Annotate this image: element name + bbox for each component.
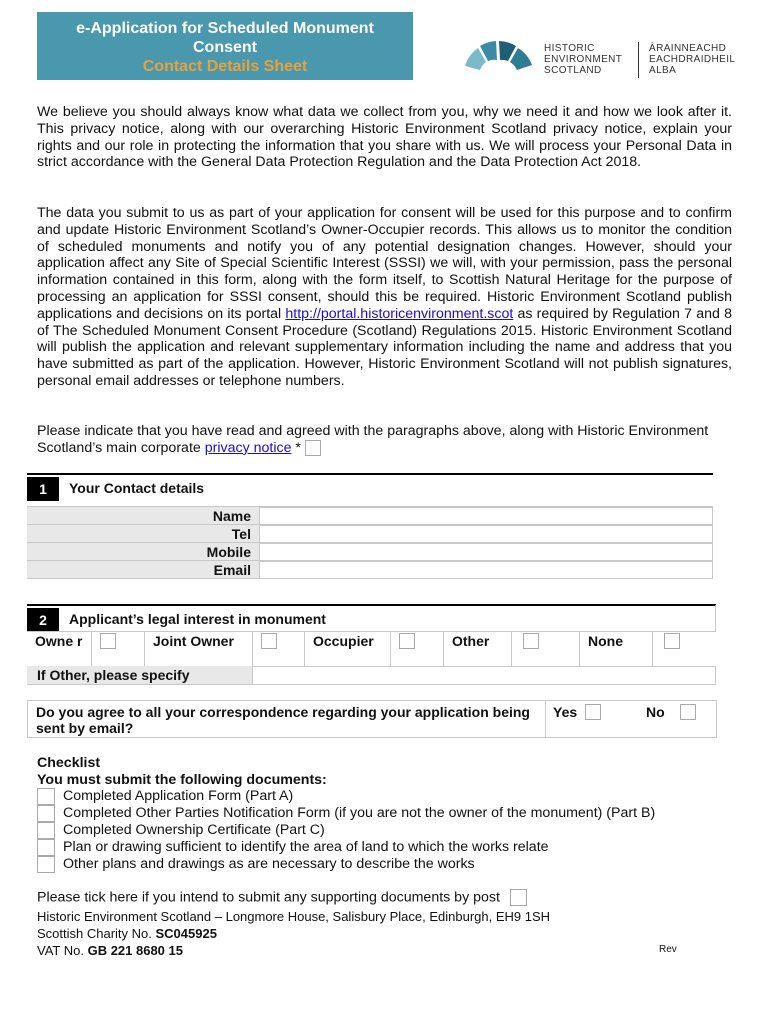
privacy-paragraph-1: We believe you should always know what data we collect from you, why we need it and how we look after it. This privacy notice, along with our overarching Historic Environment Scotland privacy notice, explain your rights and our role in protecting the information that you share with us. We will process your Personal Data in strict accordance with the General Data Protection Regulation and the Data Protection Act 2018.: [37, 104, 732, 171]
vat-number: VAT No. GB 221 8680 15: [37, 942, 183, 958]
section-1-header: [27, 473, 713, 499]
none-checkbox[interactable]: [664, 633, 680, 649]
owner-checkbox[interactable]: [100, 633, 116, 649]
option-other: Other: [443, 632, 513, 668]
contact-row-name: [27, 506, 713, 524]
post-documents-line: [37, 889, 527, 906]
option-joint-owner: Joint Owner: [144, 632, 254, 668]
occupier-checkbox[interactable]: [399, 633, 415, 649]
section-title: Your Contact details: [69, 480, 205, 496]
form-subtitle: Contact Details Sheet: [142, 58, 308, 75]
occupier-checkbox-cell: [390, 632, 445, 668]
privacy-agree-checkbox[interactable]: [305, 440, 321, 456]
mobile-label: Mobile: [206, 544, 251, 560]
section-number: 2: [27, 608, 59, 632]
email-label: Email: [213, 562, 251, 578]
contact-row-email: [27, 560, 713, 579]
owner-checkbox-cell: [91, 632, 146, 668]
privacy-agreement-text: Please indicate that you have read and agreed with the paragraphs above, along with Historic Environment Scotland’s main corporate privacy notice *: [37, 423, 709, 456]
email-correspondence-question: [27, 700, 717, 738]
checklist-title: Checklist: [37, 755, 101, 771]
checklist-item: Completed Application Form (Part A): [37, 788, 737, 805]
logo-gaelic-text: ÀRAINNEACHD EACHDRAIDHEIL ALBA: [649, 43, 736, 76]
checklist-item: Other plans and drawings as are necessary to describe the works: [37, 856, 737, 873]
other-specify-field[interactable]: [252, 666, 716, 685]
section-2-header: [27, 604, 716, 632]
tel-field[interactable]: [259, 525, 713, 543]
checklist-item: Plan or drawing sufficient to identify the area of land to which the works relate: [37, 839, 737, 856]
other-specify-row: [27, 666, 716, 685]
checklist-checkbox[interactable]: [37, 839, 55, 856]
charity-number: Scottish Charity No. SC045925: [37, 925, 217, 941]
form-title: e-Application for Scheduled Monument: [76, 20, 374, 37]
option-owner: Owne r: [35, 633, 83, 649]
option-occupier: Occupier: [304, 632, 392, 668]
contact-row-mobile: [27, 542, 713, 560]
post-documents-text: Please tick here if you intend to submit any supporting documents by post: [37, 889, 500, 906]
post-documents-checkbox[interactable]: [510, 889, 527, 906]
contact-row-tel: [27, 524, 713, 542]
email-question-text: Do you agree to all your correspondence regarding your application being sent by email?: [36, 704, 530, 736]
other-checkbox[interactable]: [523, 633, 539, 649]
other-specify-label: If Other, please specify: [37, 667, 190, 683]
section-title: Applicant’s legal interest in monument: [69, 611, 326, 627]
form-title-banner: [37, 12, 413, 80]
legal-interest-options: [27, 631, 716, 668]
checklist-item: Completed Other Parties Notification Form (if you are not the owner of the monument) (Part B): [37, 805, 737, 822]
joint-owner-checkbox-cell: [252, 632, 306, 668]
checklist-subtitle: You must submit the following documents:: [37, 771, 327, 788]
hes-logo: [462, 40, 752, 80]
other-checkbox-cell: [511, 632, 581, 668]
checklist-checkbox[interactable]: [37, 788, 55, 805]
yes-label: Yes: [553, 704, 578, 720]
none-checkbox-cell: [652, 632, 716, 668]
option-none: None: [579, 632, 654, 668]
privacy-paragraph-2: The data you submit to us as part of your application for consent will be used for this purpose and to confirm and update Historic Environment Scotland’s Owner-Occupier records. This allows us to monitor the condition of scheduled monuments and notify you of any potential designation changes. However, should your application affect any Site of Special Scientific Interest (SSSI) we will, with your permission, pass the personal information contained in this form, along with the form itself, to Scottish Natural Heritage for the purpose of processing an application for SSSI consent, should this be required. Historic Environment Scotland publish applications and decisions on its portal http://portal.historicenvironment.scot as required by Regulation 7 and 8 of The Scheduled Monument Consent Procedure (Scotland) Regulations 2015. Historic Environment Scotland will publish the application and relevant supplementary information including the name and address that you have submitted as part of the application. However, Historic Environment Scotland will not publish signatures, personal email addresses or telephone numbers.: [37, 205, 732, 389]
name-field[interactable]: [259, 507, 713, 525]
mobile-field[interactable]: [259, 543, 713, 561]
name-label: Name: [212, 508, 251, 524]
footer-address: Historic Environment Scotland – Longmore House, Salisbury Place, Edinburgh, EH9 1SH: [37, 909, 551, 924]
checklist-checkbox[interactable]: [37, 805, 55, 822]
joint-owner-checkbox[interactable]: [261, 633, 277, 649]
logo-divider: [638, 42, 639, 78]
no-label: No: [646, 704, 665, 720]
checklist-item: Completed Ownership Certificate (Part C): [37, 822, 737, 839]
portal-link[interactable]: http://portal.historicenvironment.scot: [285, 305, 514, 322]
document-checklist: [37, 755, 737, 873]
email-yes-checkbox[interactable]: [585, 704, 601, 720]
section-number: 1: [27, 477, 59, 501]
footer: [37, 909, 550, 959]
hes-logo-mark-icon: [462, 40, 536, 80]
logo-english-text: HISTORIC ENVIRONMENT SCOTLAND: [544, 43, 623, 76]
privacy-notice-link[interactable]: privacy notice: [204, 439, 292, 456]
form-title-line2: Consent: [193, 39, 257, 56]
revision-label: Rev: [659, 944, 677, 955]
checklist-checkbox[interactable]: [37, 822, 55, 839]
email-no-checkbox[interactable]: [680, 704, 696, 720]
tel-label: Tel: [231, 526, 251, 542]
checklist-checkbox[interactable]: [37, 856, 55, 873]
email-field[interactable]: [259, 561, 713, 579]
